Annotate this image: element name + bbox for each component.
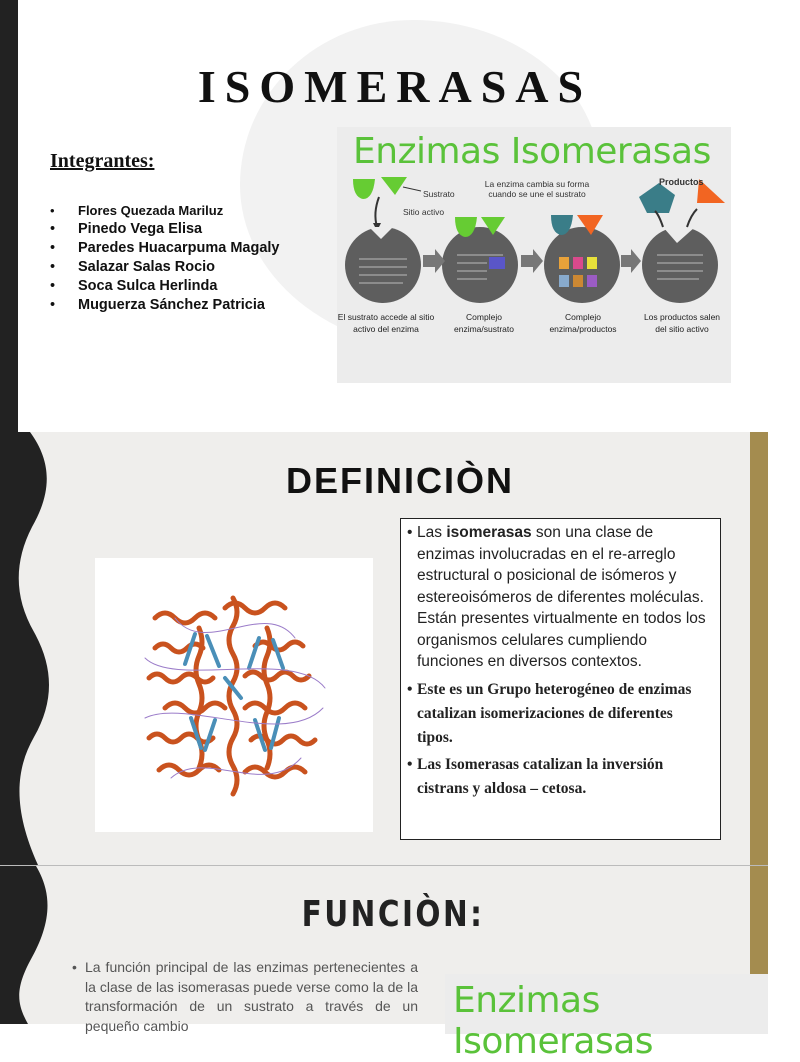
enzyme-diagram-graphic	[337, 127, 731, 383]
label-cambio-forma: La enzima cambia su forma cuando se une el sustrato	[484, 179, 590, 199]
enzyme-circle	[442, 227, 518, 303]
caption-step-1: El sustrato accede al sitio activo del enzima	[337, 312, 435, 334]
caption-step-2: Complejo enzima/sustrato	[454, 312, 514, 334]
enzyme-diagram	[337, 127, 731, 383]
definition-textbox	[400, 518, 721, 840]
members-heading: Integrantes:	[50, 150, 155, 172]
member-item: • Pinedo Vega Elisa	[50, 220, 279, 239]
caption-step-4: Los productos salen del sitio activo	[643, 312, 721, 334]
member-item: • Muguerza Sánchez Patricia	[50, 296, 279, 315]
bold-term: isomerasas	[446, 524, 532, 541]
label-sustrato: Sustrato	[423, 189, 455, 199]
slide-funcion	[0, 866, 768, 1062]
text-fragment: Las	[417, 524, 447, 541]
protein-structure-image	[95, 558, 373, 832]
substrate-shape	[381, 177, 407, 195]
diagram-title: Enzimas Isomerasas	[453, 980, 654, 1062]
diagram-title: Enzimas Isomerasas	[353, 131, 711, 172]
caption-step-3: Complejo enzima/productos	[549, 312, 617, 334]
slide-title: FUNCIÒN:	[301, 894, 485, 935]
members-list	[50, 201, 279, 315]
definition-paragraph-1	[407, 522, 712, 673]
substrate-shape	[353, 179, 375, 199]
member-item: • Flores Quezada Mariluz	[50, 201, 279, 220]
function-paragraph: • La función principal de las enzimas pertenecientes a la clase de las isomerasas puede verse como la de la transformación de un sustrato a través de un pequeño cambio	[72, 958, 418, 1036]
text-fragment: son una clase de enzimas involucradas en el re-arreglo estructural o posicional de isómeros y estereoisómeros de diferentes moléculas. Están presentes virtualmente en todos los organismos celulares cumpliendo funciones en diversos contextos.	[417, 524, 706, 670]
slide-isomerasas	[0, 0, 768, 432]
enzyme-diagram-preview	[445, 974, 768, 1062]
member-item: • Soca Sulca Herlinda	[50, 277, 279, 296]
definition-paragraph-3: • Las Isomerasas catalizan la inversión cistrans y aldosa – cetosa.	[407, 753, 712, 801]
label-productos: Productos	[659, 177, 704, 187]
slide-title: ISOMERASAS	[197, 61, 593, 112]
slide-definicion	[0, 432, 768, 865]
definition-paragraph-2: • Este es un Grupo heterogéneo de enzimas catalizan isomerizaciones de diferentes tipos.	[407, 678, 712, 750]
member-item: • Salazar Salas Rocio	[50, 258, 279, 277]
label-sitio-activo: Sitio activo	[403, 207, 445, 217]
member-item: • Paredes Huacarpuma Magaly	[50, 239, 279, 258]
left-wave-decoration	[0, 866, 60, 1024]
enzyme-circle	[345, 227, 421, 303]
slide-title: DEFINICIÒN	[285, 460, 514, 501]
